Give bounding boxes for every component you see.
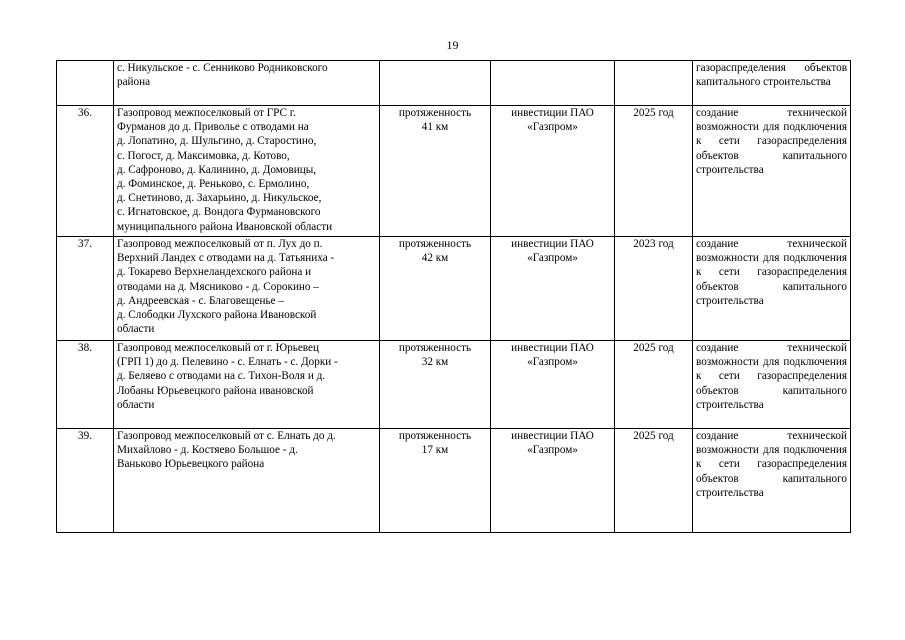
- investment-table: [56, 60, 851, 533]
- capacity: протяженность 42 км: [380, 237, 491, 341]
- funding-source: [491, 61, 615, 106]
- row-number: 38.: [57, 341, 114, 429]
- purpose: газораспределения объектов капитального строительства: [693, 61, 851, 106]
- purpose: создание технической возможности для подключения к сети газораспределения объектов капитального строительства: [693, 237, 851, 341]
- capacity: [380, 61, 491, 106]
- object-name: Газопровод межпоселковый от с. Елнать до д. Михайлово - д. Костяево Большое - д. Ваньково Юрьевецкого района: [114, 429, 380, 533]
- funding-source: инвестиции ПАО «Газпром»: [491, 429, 615, 533]
- purpose: создание технической возможности для подключения к сети газораспределения объектов капитального строительства: [693, 106, 851, 237]
- purpose: создание технической возможности для подключения к сети газораспределения объектов капитального строительства: [693, 341, 851, 429]
- table-row: [57, 429, 851, 533]
- row-number: [57, 61, 114, 106]
- object-name: Газопровод межпоселковый от п. Лух до п. Верхний Ландех с отводами на д. Татьяниха - д. Токарево Верхнеландехского района и отводами на д. Мясниково - д. Сорокино – д. Андреевская - с. Благовещенье – д. Слободки Лухского района Ивановской области: [114, 237, 380, 341]
- capacity: протяженность 41 км: [380, 106, 491, 237]
- capacity: протяженность 17 км: [380, 429, 491, 533]
- completion-year: 2023 год: [615, 237, 693, 341]
- row-number: 36.: [57, 106, 114, 237]
- object-name: Газопровод межпоселковый от г. Юрьевец (ГРП 1) до д. Пелевино - с. Елнать - с. Дорки - д. Беляево с отводами на с. Тихон-Воля и д. Лобаны Юрьевецкого района ивановской области: [114, 341, 380, 429]
- object-name: с. Никульское - с. Сенниково Родниковского района: [114, 61, 380, 106]
- completion-year: [615, 61, 693, 106]
- purpose: создание технической возможности для подключения к сети газораспределения объектов капитального строительства: [693, 429, 851, 533]
- funding-source: инвестиции ПАО «Газпром»: [491, 341, 615, 429]
- page-number: 19: [446, 38, 459, 52]
- funding-source: инвестиции ПАО «Газпром»: [491, 237, 615, 341]
- completion-year: 2025 год: [615, 341, 693, 429]
- capacity: протяженность 32 км: [380, 341, 491, 429]
- funding-source: инвестиции ПАО «Газпром»: [491, 106, 615, 237]
- completion-year: 2025 год: [615, 429, 693, 533]
- row-number: 37.: [57, 237, 114, 341]
- row-number: 39.: [57, 429, 114, 533]
- object-name: Газопровод межпоселковый от ГРС г. Фурманов до д. Привольe с отводами на д. Лопатино, д. Шульгино, д. Старостино, с. Погост, д. Максимовка, д. Котово, д. Сафроново, д. Калинино, д. Домовицы, д. Фоминское, д. Реньково, с. Ермолино, д. Снетиново, д. Захарьино, д. Никульское, с. Игнатовское, д. Вондога Фурмановского муниципального района Ивановской области: [114, 106, 380, 237]
- table-row: [57, 61, 851, 106]
- table-row: [57, 237, 851, 341]
- table-row: [57, 341, 851, 429]
- table-row: [57, 106, 851, 237]
- completion-year: 2025 год: [615, 106, 693, 237]
